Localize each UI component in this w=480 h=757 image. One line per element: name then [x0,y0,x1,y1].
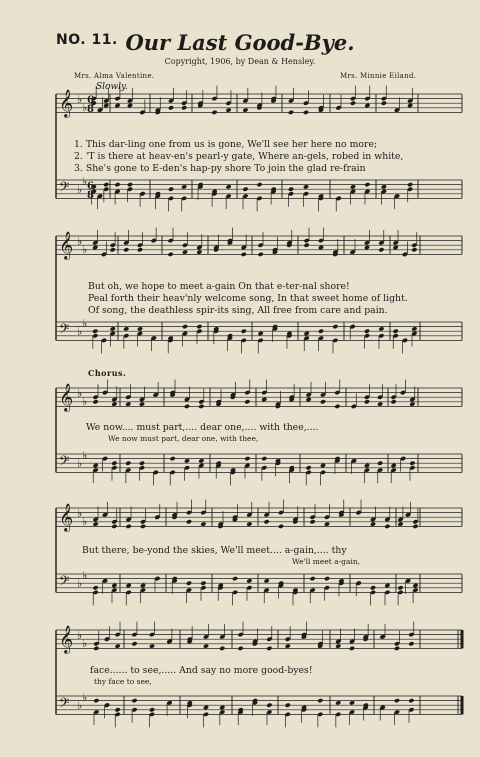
note-head [139,461,145,466]
note-head [211,110,217,115]
note-head [303,184,309,189]
note-head [393,329,399,334]
note-head [93,646,99,651]
verse-1-line-2: But oh, we hope to meet a-gain On that e-ter-nal shore! [88,281,350,292]
flat-icon: ♭ [82,243,88,256]
note-head [306,397,312,402]
note-head [168,187,174,192]
note-head [140,583,146,588]
note-head [242,187,248,192]
note-head [364,399,370,404]
note-head [184,404,190,409]
note-head [411,247,417,252]
note-head [200,581,206,586]
note-head [349,700,355,705]
flat-icon: ♭ [82,175,88,188]
verse-1-line-1: 1. This dar-ling one from us is gone, We'll see her here no more; [74,139,378,150]
flat-icon: ♭ [82,691,88,704]
note-head [391,463,397,468]
note-head [139,401,145,406]
chorus-soprano-line-1: We now.... must part,.... dear one,.... with thee,.... [86,422,319,433]
note-head [182,249,188,254]
note-head [92,329,98,334]
note-head [111,524,117,529]
note-head [394,646,400,651]
note-head [186,519,192,524]
composer-credit: Mrs. Minnie Eiland. [340,72,417,80]
note-head [397,585,403,590]
note-head [92,245,98,250]
bass-clef-icon: 𝄢 [59,573,70,592]
treble-clef-icon: 𝄞 [59,231,74,259]
flat-icon: ♭ [77,325,83,338]
flat-icon: ♭ [77,235,83,248]
flat-icon: ♭ [82,569,88,582]
note-head [127,103,133,108]
note-head [378,247,384,252]
note-head [288,110,294,115]
bass-clef-icon: 𝄢 [59,179,70,198]
note-head [288,187,294,192]
note-head [408,641,414,646]
note-head [393,245,399,250]
lyricist-credit: Mrs. Alma Valentine. [74,72,155,80]
note-head [264,519,270,524]
note-head [127,182,133,187]
note-head [324,576,330,581]
note-head [310,519,316,524]
note-head [303,110,309,115]
treble-clef-icon: 𝄞 [59,625,74,653]
note-head [238,646,244,651]
flat-icon: ♭ [77,93,83,106]
note-head [198,458,204,463]
note-head [93,399,99,404]
note-head [409,461,415,466]
bass-clef-icon: 𝄢 [59,695,70,714]
chorus-bass-line-3: thy face to see, [94,677,152,686]
bass-clef-icon: 𝄢 [59,321,70,340]
note-head [198,404,204,409]
time-signature-bottom: 8 [87,190,94,201]
note-head [364,329,370,334]
treble-clef-icon: 𝄞 [59,383,74,411]
flat-icon: ♭ [82,515,88,528]
note-head [125,461,131,466]
note-head [196,249,202,254]
note-head [200,521,206,526]
note-head [261,397,267,402]
time-signature-top: 6 [87,181,94,192]
flat-icon: ♭ [77,577,83,590]
note-head [196,324,202,329]
note-head [241,329,247,334]
note-head [137,326,143,331]
note-head [111,401,117,406]
note-head [149,643,155,648]
verse-2-line-2: Peal forth their heav'nly welcome song, In that sweet home of light. [88,293,408,304]
note-head [304,331,310,336]
treble-clef-icon: 𝄞 [59,503,74,531]
note-head [384,583,390,588]
note-head [334,404,340,409]
note-head [384,524,390,529]
note-head [324,521,330,526]
note-head [381,184,387,189]
flat-icon: ♭ [77,457,83,470]
note-head [261,456,267,461]
note-head [381,101,387,106]
note-head [110,247,116,252]
note-head [225,107,231,112]
note-head [182,324,188,329]
note-head [350,184,356,189]
note-head [219,705,225,710]
flat-icon: ♭ [77,387,83,400]
note-head [318,245,324,250]
note-head [310,576,316,581]
hymn-number: NO. 11. [56,32,118,48]
note-head [364,182,370,187]
note-head [225,184,231,189]
note-head [170,456,176,461]
note-head [394,698,400,703]
note-head [126,524,132,529]
note-head [412,524,418,529]
chorus-soprano-line-3: face...... to see,..... And say no more good-byes! [90,665,313,676]
note-head [364,245,370,250]
verse-2-line-1: 2. 'T is there at heav-en's pearl-y gate, Where an-gels, robed in white, [74,151,404,162]
note-head [370,585,376,590]
note-head [123,326,129,331]
note-head [93,521,99,526]
chorus-bass-line-2: We'll meet a-gain, [292,557,361,566]
note-head [412,583,418,588]
note-head [350,101,356,106]
note-head [411,326,417,331]
note-head [408,698,414,703]
note-head [126,583,132,588]
note-head [241,252,247,257]
note-head [181,184,187,189]
note-head [370,521,376,526]
note-head [266,646,272,651]
note-head [131,698,137,703]
note-head [186,581,192,586]
note-head [244,456,250,461]
note-head [114,103,120,108]
note-head [266,703,272,708]
note-head [140,524,146,529]
note-head [181,105,187,110]
note-head [317,698,323,703]
note-head [115,707,121,712]
note-head [103,103,109,108]
note-head [377,461,383,466]
note-head [219,646,225,651]
flat-icon: ♭ [82,317,88,330]
note-head [320,463,326,468]
note-head [335,700,341,705]
note-head [203,705,209,710]
time-signature-top: 6 [87,95,94,106]
note-head [364,103,370,108]
flat-icon: ♭ [82,449,88,462]
treble-clef-icon: 𝄞 [59,89,74,117]
note-head [285,643,291,648]
note-head [397,521,403,526]
note-head [123,247,129,252]
note-head [256,182,262,187]
note-head [93,463,99,468]
copyright-line: Copyright, 1906, by Dean & Hensley. [164,57,316,66]
note-head [125,401,131,406]
verse-3-line-1: 3. She's gone to E-den's hap-py shore To join the glad re-frain [74,163,366,174]
note-head [203,643,209,648]
note-head [168,105,174,110]
flat-icon: ♭ [82,637,88,650]
chorus-soprano-line-2: But there, be-yond the skies, We'll meet.... a-gain,.... thy [82,545,347,556]
note-head [115,643,121,648]
note-head [391,399,397,404]
note-head [320,399,326,404]
note-head [378,326,384,331]
note-head [335,643,341,648]
note-head [285,703,291,708]
note-head [242,107,248,112]
chorus-label: Chorus. [88,368,127,378]
note-head [103,182,109,187]
note-head [258,252,264,257]
flat-icon: ♭ [77,629,83,642]
note-head [168,252,174,257]
note-head [111,583,117,588]
note-head [114,182,120,187]
note-head [244,399,250,404]
note-head [93,585,99,590]
note-head [232,576,238,581]
bass-clef-icon: 𝄢 [59,453,70,472]
note-head [137,247,143,252]
note-head [246,521,252,526]
note-head [110,326,116,331]
note-head [349,646,355,651]
note-head [318,329,324,334]
note-head [407,103,413,108]
verse-3-line-2: Of song, the deathless spir-its sing, All free from care and pain. [88,305,388,316]
note-head [332,324,338,329]
note-head [149,707,155,712]
note-head [409,401,415,406]
time-signature-bottom: 8 [87,104,94,115]
note-head [306,465,312,470]
note-head [377,401,383,406]
note-head [407,182,413,187]
hymn-title: Our Last Good-Bye. [125,30,355,55]
note-head [364,463,370,468]
tempo-marking: Slowly. [96,82,128,92]
note-head [131,641,137,646]
note-head [278,524,284,529]
note-head [246,578,252,583]
flat-icon: ♭ [77,699,83,712]
chorus-bass-line-1: We now must part, dear one, with thee, [108,434,259,443]
note-head [93,698,99,703]
note-head [258,331,264,336]
note-head [111,461,117,466]
flat-icon: ♭ [77,183,83,196]
note-head [304,243,310,248]
note-head [184,458,190,463]
flat-icon: ♭ [82,101,88,114]
flat-icon: ♭ [82,395,88,408]
note-head [264,578,270,583]
flat-icon: ♭ [77,507,83,520]
